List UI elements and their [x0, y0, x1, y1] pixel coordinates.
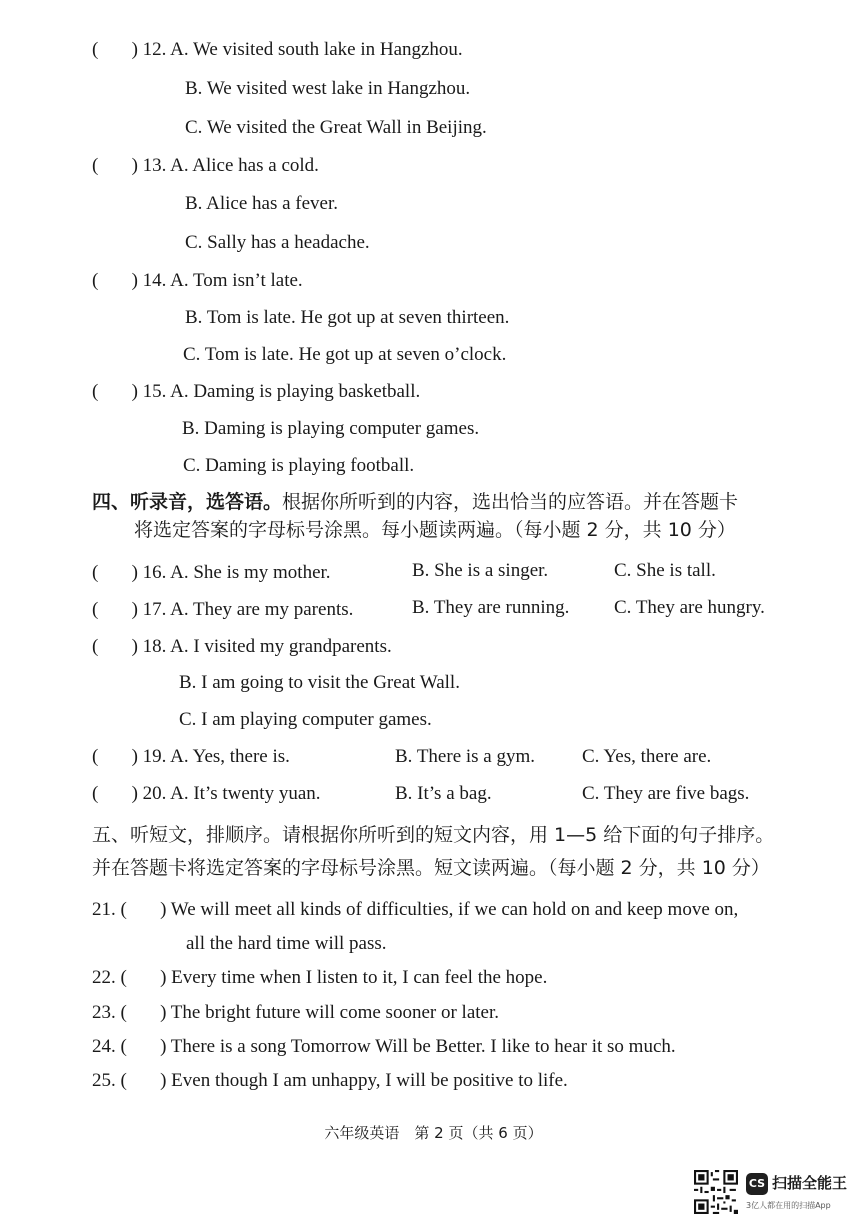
camscanner-name: 扫描全能王 [772, 1174, 848, 1192]
sentence-text: ) The bright future will come sooner or later. [160, 1002, 499, 1023]
option-c: C. I am playing computer games. [179, 709, 432, 730]
answer-bracket: ( ) 20. A. It’s twenty yuan. [92, 783, 321, 804]
sentence-continuation: all the hard time will pass. [186, 933, 387, 954]
page-footer: 六年级英语 第 2 页（共 6 页） [324, 1124, 543, 1142]
option-a: A. They are my parents. [170, 599, 354, 620]
answer-bracket: ( ) 15. A. Daming is playing basketball. [92, 381, 421, 402]
question-number: 14 [142, 270, 162, 291]
option-c: C. Yes, there are. [582, 746, 712, 767]
camscanner-logo-icon: CS [746, 1173, 768, 1195]
option-b: B. There is a gym. [395, 746, 536, 767]
question-number: 18 [142, 636, 162, 657]
option-a: A. It’s twenty yuan. [170, 783, 321, 804]
option-b: B. It’s a bag. [395, 783, 492, 804]
answer-bracket: ( ) 16. A. She is my mother. [92, 562, 331, 583]
question-number: 19 [142, 746, 162, 767]
part5-heading: 五、听短文，排顺序。请根据你所听到的短文内容，用 1—5 给下面的句子排序。 [92, 824, 775, 846]
answer-bracket: ( ) 12. A. We visited south lake in Hangzhou. [92, 39, 463, 60]
question-number: 21. ( [92, 899, 127, 920]
question-number: 16 [142, 562, 162, 583]
option-c: C. We visited the Great Wall in Beijing. [185, 117, 487, 138]
question-number: 24. ( [92, 1036, 127, 1057]
question-23 [92, 1001, 499, 1025]
option-c: C. Tom is late. He got up at seven o’clock. [183, 344, 507, 365]
option-a: A. We visited south lake in Hangzhou. [170, 39, 463, 60]
question-number: 23. ( [92, 1002, 127, 1023]
question-number: 12 [142, 39, 162, 60]
part5-instruction: 并在答题卡将选定答案的字母标号涂黑。短文读两遍。（每小题 2 分，共 10 分） [92, 857, 770, 879]
option-b: B. We visited west lake in Hangzhou. [185, 78, 471, 99]
sentence-text: ) There is a song Tomorrow Will be Better. I like to hear it so much. [160, 1036, 676, 1057]
camscanner-tagline: 3亿人都在用的扫描App [746, 1201, 831, 1210]
option-b: B. I am going to visit the Great Wall. [179, 672, 460, 693]
option-b: B. She is a singer. [412, 560, 549, 581]
option-a: A. She is my mother. [170, 562, 331, 583]
option-a: A. Tom isn’t late. [170, 270, 303, 291]
qr-code-icon [694, 1170, 738, 1214]
question-22 [92, 966, 547, 990]
option-c: C. Sally has a headache. [185, 232, 370, 253]
sentence-text: ) Even though I am unhappy, I will be positive to life. [160, 1070, 568, 1091]
answer-bracket: ( ) 17. A. They are my parents. [92, 599, 354, 620]
part4-instruction-cont: 将选定答案的字母标号涂黑。每小题读两遍。（每小题 2 分，共 10 分） [134, 519, 736, 541]
question-25 [92, 1069, 568, 1093]
part4-heading [92, 489, 738, 515]
answer-bracket: ( ) 13. A. Alice has a cold. [92, 155, 319, 176]
option-c: C. She is tall. [614, 560, 716, 581]
option-b: B. Tom is late. He got up at seven thirteen. [185, 307, 510, 328]
part4-instruction: 根据你所听到的内容，选出恰当的应答语。并在答题卡 [282, 491, 739, 513]
option-a: A. Alice has a cold. [170, 155, 319, 176]
option-b: B. Alice has a fever. [185, 193, 339, 214]
part4-title: 四、听录音，选答语。 [92, 491, 283, 513]
option-c: C. Daming is playing football. [183, 455, 415, 476]
question-number: 22. ( [92, 967, 127, 988]
answer-bracket: ( ) 19. A. Yes, there is. [92, 746, 290, 767]
option-c: C. They are hungry. [614, 597, 765, 618]
answer-bracket: ( ) 14. A. Tom isn’t late. [92, 270, 303, 291]
question-number: 25. ( [92, 1070, 127, 1091]
sentence-line [92, 898, 738, 922]
sentence-text: ) Every time when I listen to it, I can feel the hope. [160, 967, 548, 988]
question-number: 17 [142, 599, 162, 620]
option-a: A. I visited my grandparents. [170, 636, 392, 657]
question-number: 13 [142, 155, 162, 176]
option-c: C. They are five bags. [582, 783, 750, 804]
question-24 [92, 1035, 676, 1059]
option-a: A. Yes, there is. [170, 746, 290, 767]
question-number: 20 [142, 783, 162, 804]
option-b: B. Daming is playing computer games. [182, 418, 480, 439]
option-b: B. They are running. [412, 597, 570, 618]
answer-bracket: ( ) 18. A. I visited my grandparents. [92, 636, 392, 657]
question-number: 15 [142, 381, 162, 402]
option-a: A. Daming is playing basketball. [170, 381, 421, 402]
sentence-text: ) We will meet all kinds of difficulties, if we can hold on and keep move on, [160, 899, 739, 920]
